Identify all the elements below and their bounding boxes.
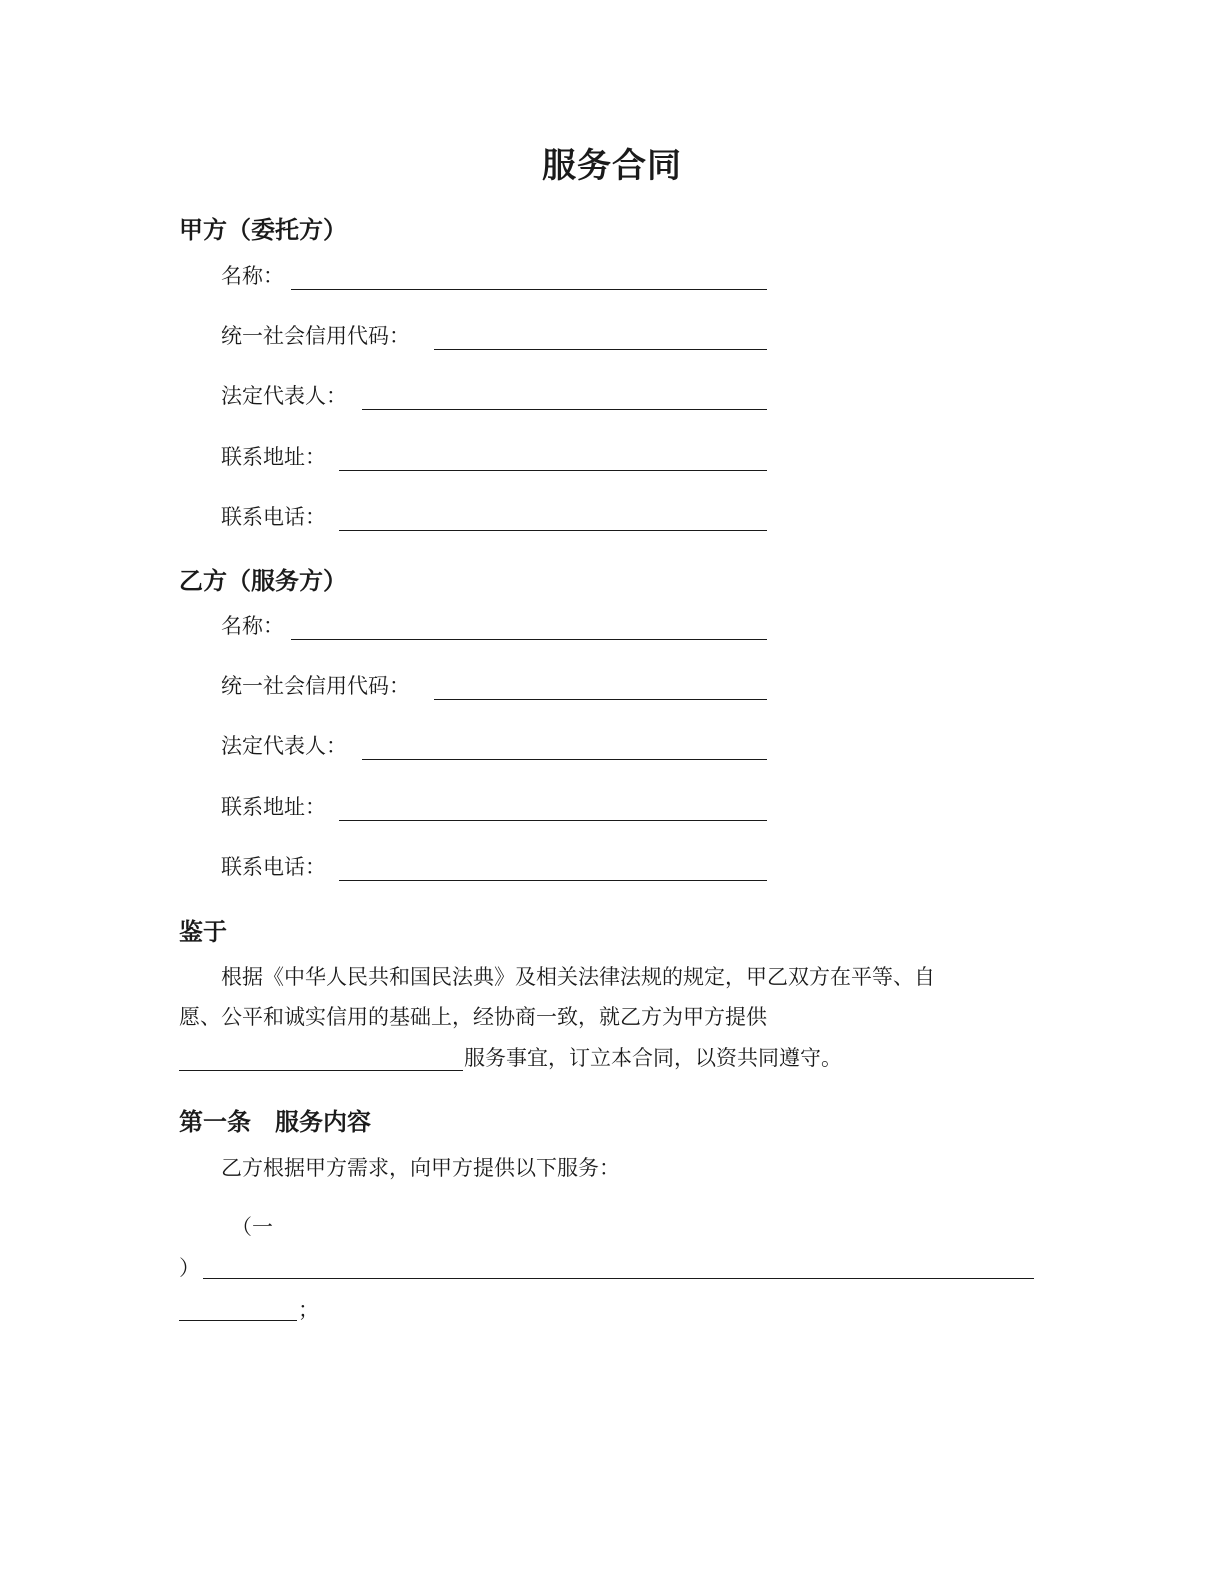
article-1-intro: 乙方根据甲方需求，向甲方提供以下服务： xyxy=(221,1156,620,1180)
item-1-blank-continued[interactable] xyxy=(179,1320,297,1321)
item-1-blank[interactable] xyxy=(203,1278,1034,1279)
fill-in-line[interactable] xyxy=(291,289,767,290)
fill-in-line[interactable] xyxy=(434,699,767,700)
party-b-heading: 乙方（服务方） xyxy=(179,567,347,595)
item-1-close: ） xyxy=(179,1256,200,1280)
fill-in-line[interactable] xyxy=(339,470,767,471)
field-label: 统一社会信用代码： xyxy=(221,324,410,348)
whereas-paragraph-line-2: 愿、公平和诚实信用的基础上，经协商一致，就乙方为甲方提供 xyxy=(179,1005,767,1029)
field-label: 法定代表人： xyxy=(221,734,347,758)
fill-in-line[interactable] xyxy=(362,759,767,760)
party-b-address-field[interactable] xyxy=(221,792,767,824)
service-name-blank[interactable] xyxy=(179,1070,463,1071)
field-label: 联系电话： xyxy=(221,855,326,879)
field-label: 名称： xyxy=(221,264,284,288)
party-a-address-field[interactable] xyxy=(221,442,767,474)
party-b-phone-field[interactable] xyxy=(221,852,767,884)
party-b-name-field[interactable] xyxy=(221,611,767,643)
field-label: 统一社会信用代码： xyxy=(221,674,410,698)
article-1-heading: 第一条 服务内容 xyxy=(179,1108,371,1136)
fill-in-line[interactable] xyxy=(339,880,767,881)
field-label: 联系地址： xyxy=(221,795,326,819)
whereas-heading: 鉴于 xyxy=(179,918,227,946)
fill-in-line[interactable] xyxy=(291,639,767,640)
fill-in-line[interactable] xyxy=(339,820,767,821)
whereas-paragraph-line-1: 根据《中华人民共和国民法典》及相关法律法规的规定，甲乙双方在平等、自 xyxy=(221,965,935,989)
party-a-legal-rep-field[interactable] xyxy=(221,381,767,413)
item-1-end: ； xyxy=(298,1298,319,1322)
party-a-name-field[interactable] xyxy=(221,261,767,293)
field-label: 法定代表人： xyxy=(221,384,347,408)
field-label: 联系地址： xyxy=(221,445,326,469)
party-b-legal-rep-field[interactable] xyxy=(221,731,767,763)
field-label: 名称： xyxy=(221,614,284,638)
fill-in-line[interactable] xyxy=(362,409,767,410)
fill-in-line[interactable] xyxy=(339,530,767,531)
party-a-credit-code-field[interactable] xyxy=(221,321,767,353)
fill-in-line[interactable] xyxy=(434,349,767,350)
party-a-heading: 甲方（委托方） xyxy=(179,216,347,244)
party-b-credit-code-field[interactable] xyxy=(221,671,767,703)
field-label: 联系电话： xyxy=(221,505,326,529)
page-title: 服务合同 xyxy=(542,146,682,186)
whereas-paragraph-line-3: 服务事宜，订立本合同，以资共同遵守。 xyxy=(464,1046,842,1070)
item-1-open: （一 xyxy=(231,1215,273,1239)
party-a-phone-field[interactable] xyxy=(221,502,767,534)
